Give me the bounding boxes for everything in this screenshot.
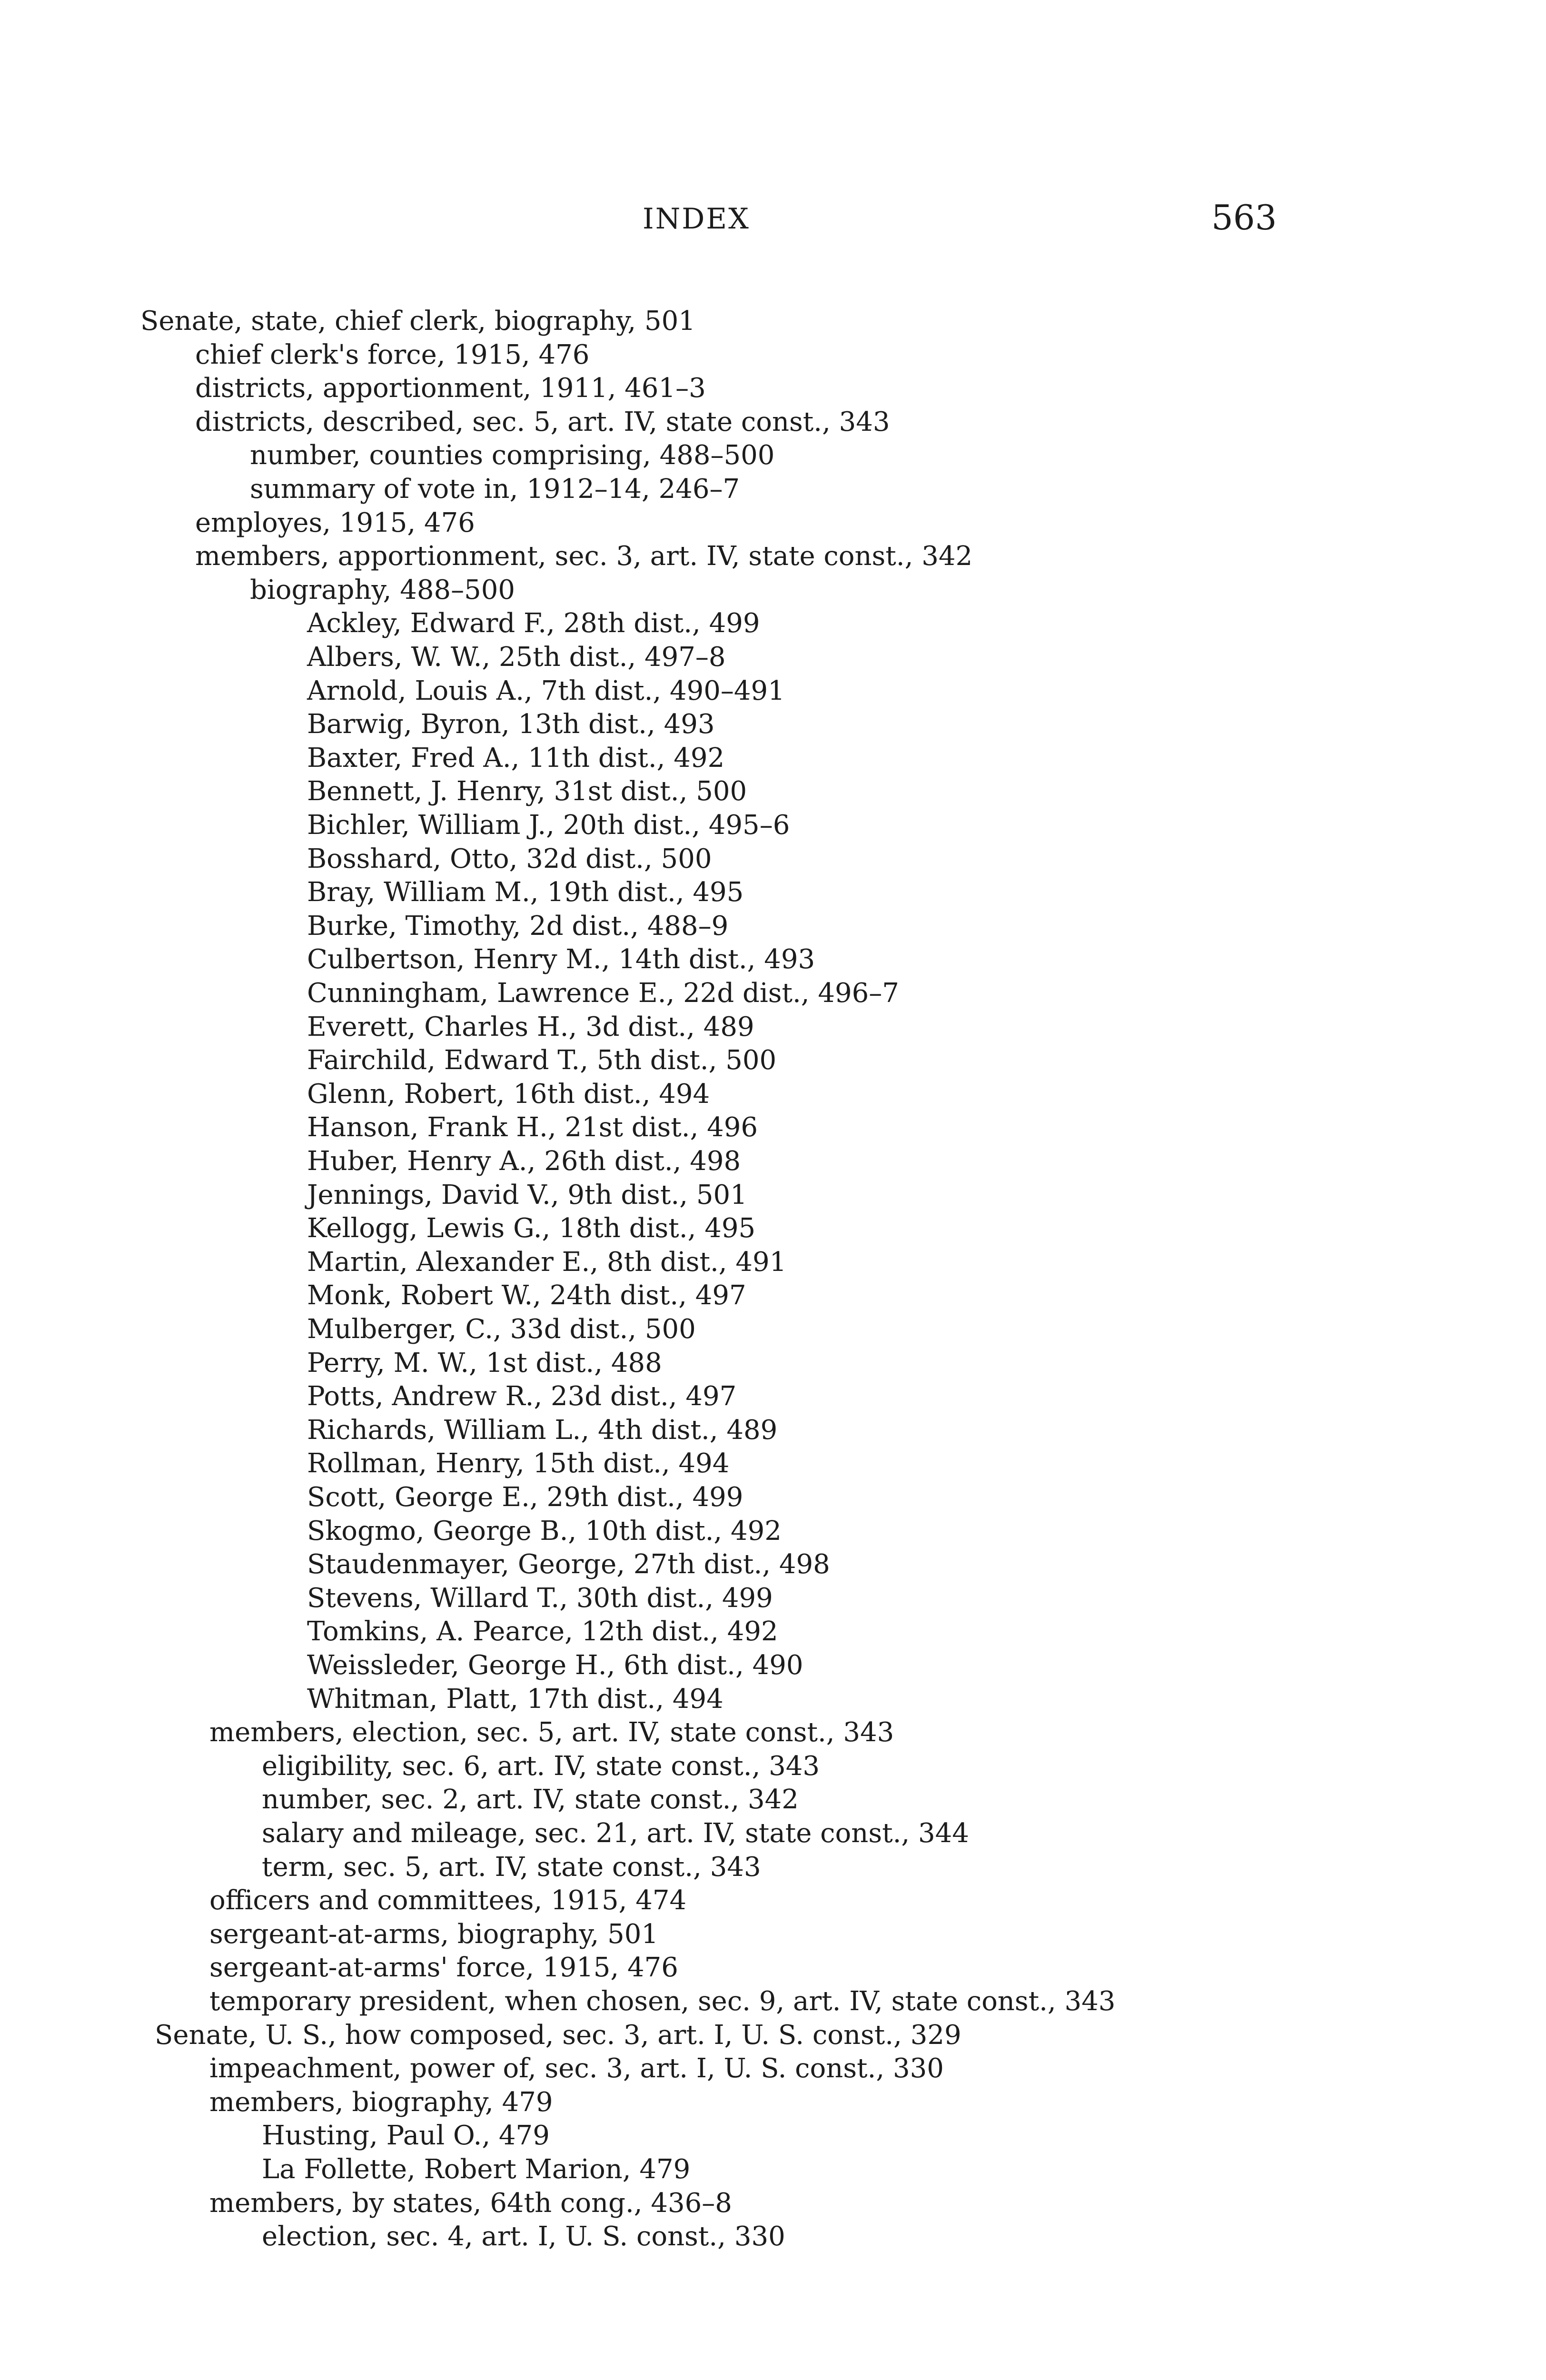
index-entry: Bosshard, Otto, 32d dist., 500	[307, 843, 712, 874]
index-entry: Baxter, Fred A., 11th dist., 492	[307, 742, 725, 774]
index-entry: Glenn, Robert, 16th dist., 494	[307, 1078, 710, 1110]
index-entry: Senate, U. S., how composed, sec. 3, art. I, U. S. const., 329	[155, 2019, 961, 2051]
index-entry: Ackley, Edward F., 28th dist., 499	[307, 608, 760, 639]
index-entry: Arnold, Louis A., 7th dist., 490–491	[307, 675, 785, 706]
index-entry: number, sec. 2, art. IV, state const., 342	[262, 1784, 799, 1815]
index-entry: Weissleder, George H., 6th dist., 490	[307, 1650, 803, 1681]
index-entry: term, sec. 5, art. IV, state const., 343	[262, 1851, 761, 1883]
index-entry: Staudenmayer, George, 27th dist., 498	[307, 1549, 830, 1580]
index-entry: Senate, state, chief clerk, biography, 501	[140, 306, 695, 337]
index-entry: Huber, Henry A., 26th dist., 498	[307, 1146, 741, 1177]
index-entry: Hanson, Frank H., 21st dist., 496	[307, 1112, 758, 1143]
page-title: INDEX	[643, 202, 750, 236]
index-entry: sergeant-at-arms, biography, 501	[209, 1918, 659, 1950]
index-entry: impeachment, power of, sec. 3, art. I, U. S. const., 330	[209, 2053, 944, 2084]
index-entry: Potts, Andrew R., 23d dist., 497	[307, 1381, 737, 1412]
index-entry: temporary president, when chosen, sec. 9, art. IV, state const., 343	[209, 1986, 1116, 2017]
index-entry: officers and committees, 1915, 474	[209, 1885, 687, 1916]
index-entry: Burke, Timothy, 2d dist., 488–9	[307, 910, 729, 942]
index-entry: Martin, Alexander E., 8th dist., 491	[307, 1246, 787, 1278]
index-entry: election, sec. 4, art. I, U. S. const., 330	[262, 2221, 785, 2252]
index-entry: La Follette, Robert Marion, 479	[262, 2154, 691, 2185]
index-entry: eligibility, sec. 6, art. IV, state const., 343	[262, 1750, 820, 1782]
index-entry: Tomkins, A. Pearce, 12th dist., 492	[307, 1616, 778, 1647]
index-entry: summary of vote in, 1912–14, 246–7	[250, 474, 740, 505]
index-entry: Husting, Paul O., 479	[262, 2120, 550, 2152]
index-entry: Rollman, Henry, 15th dist., 494	[307, 1448, 730, 1479]
index-entry: Scott, George E., 29th dist., 499	[307, 1482, 743, 1513]
index-entry: Stevens, Willard T., 30th dist., 499	[307, 1582, 773, 1614]
index-entry: districts, apportionment, 1911, 461–3	[195, 373, 706, 404]
index-entry: salary and mileage, sec. 21, art. IV, state const., 344	[262, 1818, 969, 1849]
index-entry: Richards, William L., 4th dist., 489	[307, 1414, 778, 1446]
index-entry: members, apportionment, sec. 3, art. IV, state const., 342	[195, 541, 973, 572]
index-entry: Perry, M. W., 1st dist., 488	[307, 1347, 662, 1378]
index-entry: Barwig, Byron, 13th dist., 493	[307, 709, 715, 740]
index-entry: members, biography, 479	[209, 2086, 553, 2118]
index-entry: Cunningham, Lawrence E., 22d dist., 496–7	[307, 978, 899, 1009]
index-entry: Monk, Robert W., 24th dist., 497	[307, 1280, 746, 1311]
index-entry: Everett, Charles H., 3d dist., 489	[307, 1011, 754, 1042]
index-entry: districts, described, sec. 5, art. IV, state const., 343	[195, 406, 890, 437]
index-entry: Kellogg, Lewis G., 18th dist., 495	[307, 1213, 756, 1244]
index-entry: number, counties comprising, 488–500	[250, 440, 775, 471]
index-entry: sergeant-at-arms' force, 1915, 476	[209, 1952, 678, 1983]
index-entry: Culbertson, Henry M., 14th dist., 493	[307, 944, 815, 975]
index-entry: Bennett, J. Henry, 31st dist., 500	[307, 776, 747, 807]
index-entry: biography, 488–500	[250, 574, 515, 605]
index-entry: chief clerk's force, 1915, 476	[195, 339, 590, 370]
index-entry: Mulberger, C., 33d dist., 500	[307, 1314, 696, 1345]
page-number: 563	[1211, 198, 1277, 238]
index-entry: employes, 1915, 476	[195, 507, 475, 538]
index-entry: Fairchild, Edward T., 5th dist., 500	[307, 1045, 777, 1076]
index-entry: Bichler, William J., 20th dist., 495–6	[307, 810, 790, 841]
index-entry: Skogmo, George B., 10th dist., 492	[307, 1515, 782, 1547]
index-entry: members, by states, 64th cong., 436–8	[209, 2187, 732, 2219]
index-entry: Jennings, David V., 9th dist., 501	[307, 1179, 747, 1210]
index-entry: Whitman, Platt, 17th dist., 494	[307, 1683, 723, 1715]
index-entry: Bray, William M., 19th dist., 495	[307, 877, 744, 908]
index-entry: members, election, sec. 5, art. IV, state const., 343	[209, 1717, 894, 1748]
index-entry: Albers, W. W., 25th dist., 497–8	[307, 642, 726, 673]
